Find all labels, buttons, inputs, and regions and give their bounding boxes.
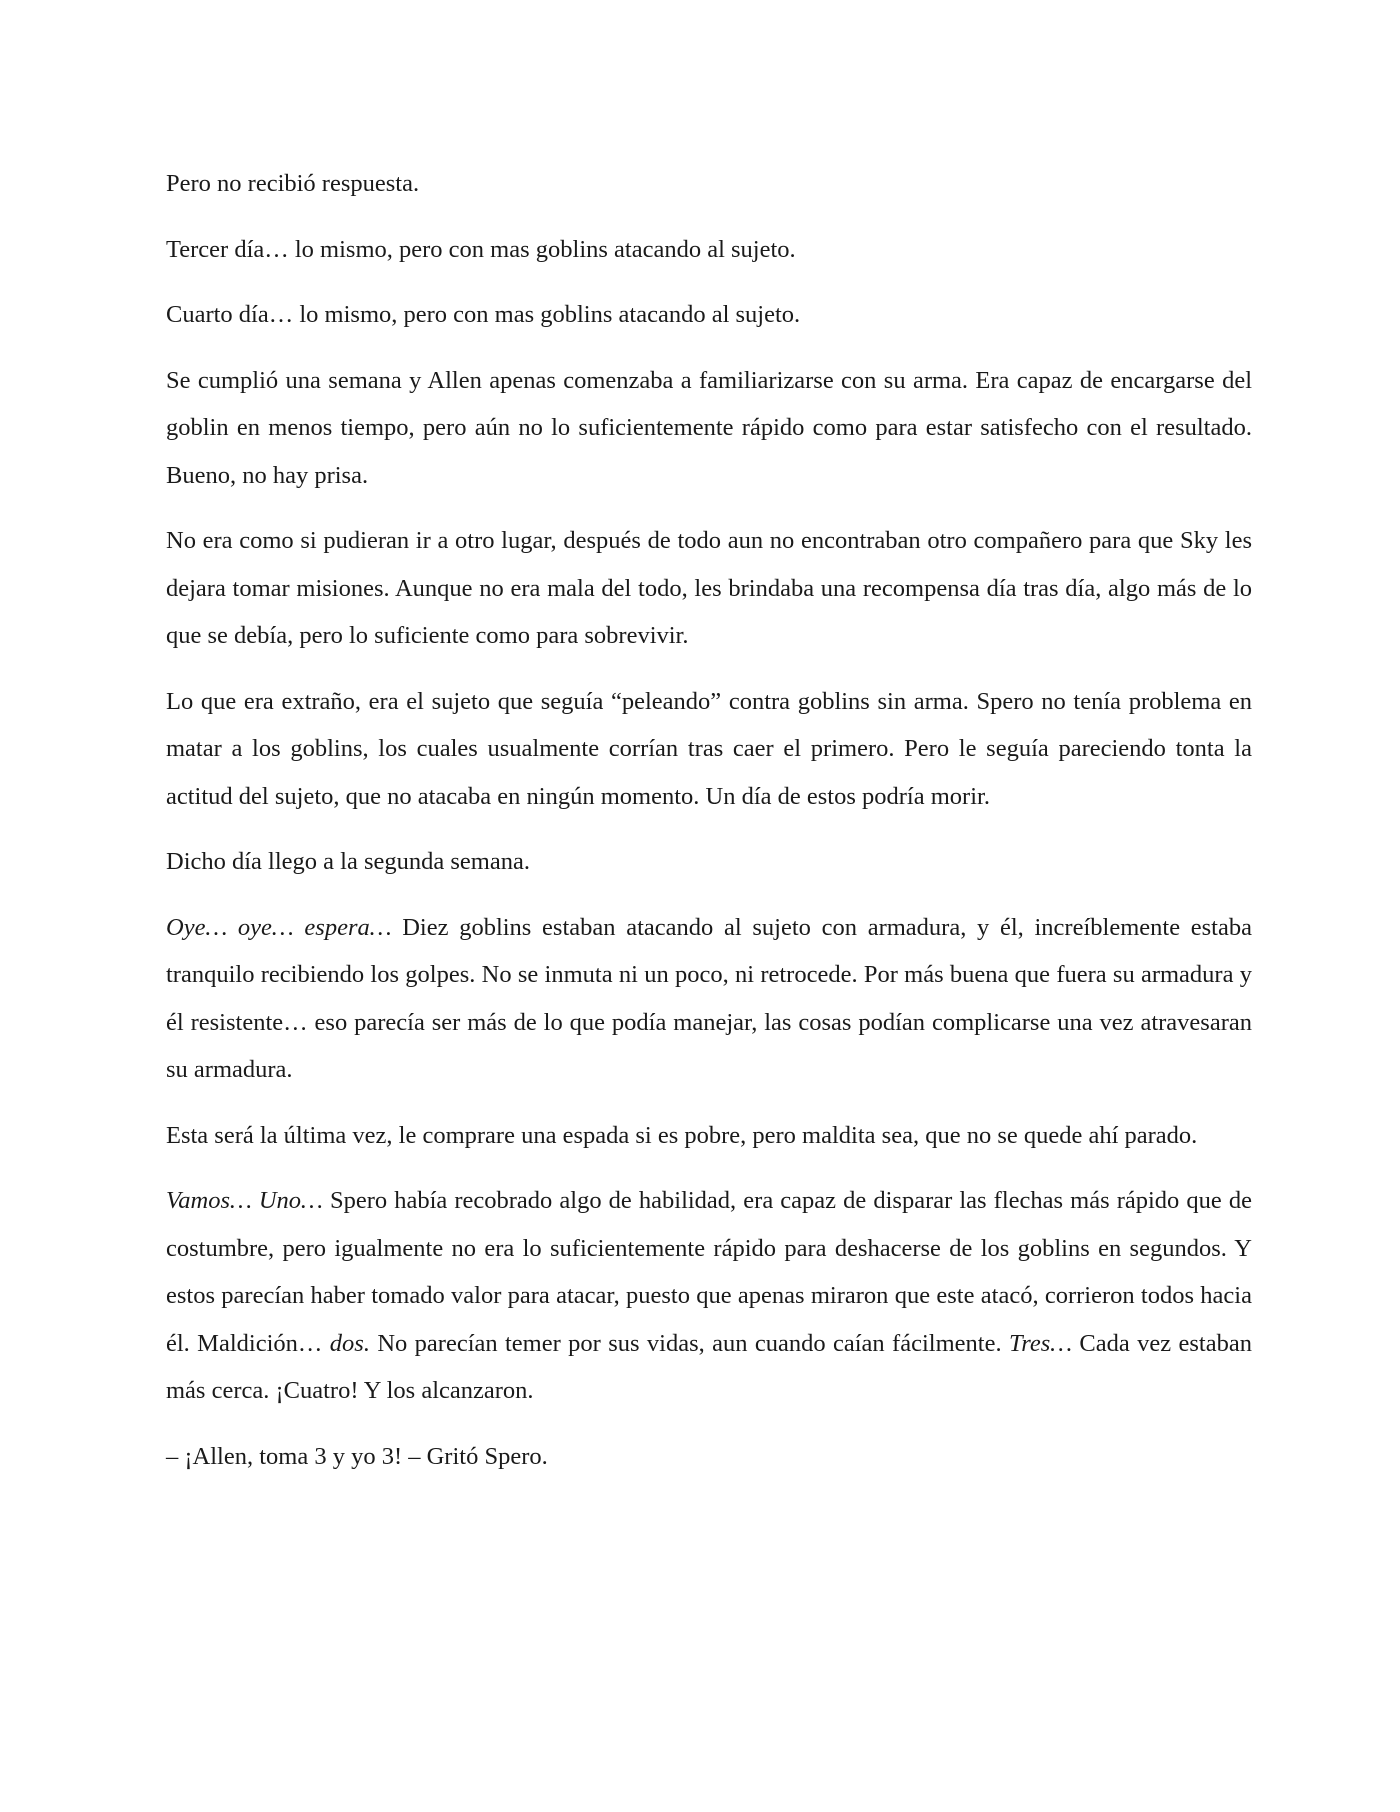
paragraph (166, 1112, 1252, 1160)
paragraph-text: No era como si pudieran ir a otro lugar, después de todo aun no encontraban otro compañero para que Sky les dejara tomar misiones. Aunque no era mala del todo, les brindaba una recompensa día tras día, algo más de lo que se debía, pero lo suficiente como para sobrevivir. (166, 527, 1252, 649)
italic-thought-text: Oye… oye… espera… (166, 913, 392, 941)
paragraph (166, 160, 1252, 208)
paragraph-text: Esta será la última vez, le comprare una espada si es pobre, pero maldita sea, que no se quede ahí parado. (166, 1121, 1198, 1149)
paragraph-text: Spero había recobrado algo de habilidad, era capaz de disparar las flechas más rápido que de costumbre, pero igualmente no era lo suficientemente rápido para deshacerse de los goblins en segundos. Y estos parecían haber tomado valor para atacar, puesto que apenas miraron que este atacó, corrieron todos hacia él. Maldición… (166, 1187, 1252, 1357)
paragraph-text: Cada vez estaban más cerca. ¡Cuatro! Y los alcanzaron. (166, 1329, 1252, 1404)
italic-thought-text: Tres… (1008, 1329, 1073, 1357)
dialogue-line (166, 1433, 1252, 1481)
document-page (166, 160, 1252, 1498)
paragraph-text: Tercer día… lo mismo, pero con mas goblins atacando al sujeto. (166, 235, 796, 263)
paragraph (166, 291, 1252, 339)
paragraph (166, 1177, 1252, 1415)
italic-thought-text: Vamos… Uno… (166, 1187, 323, 1214)
paragraph-text: Dicho día llego a la segunda semana. (166, 848, 530, 875)
paragraph (166, 904, 1252, 1094)
paragraph (166, 678, 1252, 821)
paragraph (166, 517, 1252, 660)
paragraph (166, 226, 1252, 274)
paragraph-text: Pero no recibió respuesta. (166, 170, 420, 197)
paragraph-text: Lo que era extraño, era el sujeto que seguía “peleando” contra goblins sin arma. Spero no tenía problema en matar a los goblins, los cuales usualmente corrían tras caer el primero. Pero le seguía pareciendo tonta la actitud del sujeto, que no atacaba en ningún momento. Un día de estos podría morir. (166, 687, 1252, 810)
paragraph-text: Cuarto día… lo mismo, pero con mas goblins atacando al sujeto. (166, 301, 801, 328)
paragraph-text: Se cumplió una semana y Allen apenas comenzaba a familiarizarse con su arma. Era capaz de encargarse del goblin en menos tiempo, pero aún no lo suficientemente rápido como para estar satisfecho con el resultado. Bueno, no hay prisa. (166, 366, 1252, 489)
paragraph-text: No parecían temer por sus vidas, aun cuando caían fácilmente. (369, 1329, 1009, 1357)
paragraph-text: Diez goblins estaban atacando al sujeto con armadura, y él, increíblemente estaba tranquilo recibiendo los golpes. No se inmuta ni un poco, ni retrocede. Por más buena que fuera su armadura y él resistente… eso parecía ser más de lo que podía manejar, las cosas podían complicarse una vez atravesaran su armadura. (166, 913, 1252, 1083)
italic-thought-text: dos. (329, 1329, 370, 1357)
paragraph (166, 357, 1252, 500)
paragraph-text: – ¡Allen, toma 3 y yo 3! – Gritó Spero. (166, 1442, 548, 1470)
paragraph (166, 838, 1252, 886)
